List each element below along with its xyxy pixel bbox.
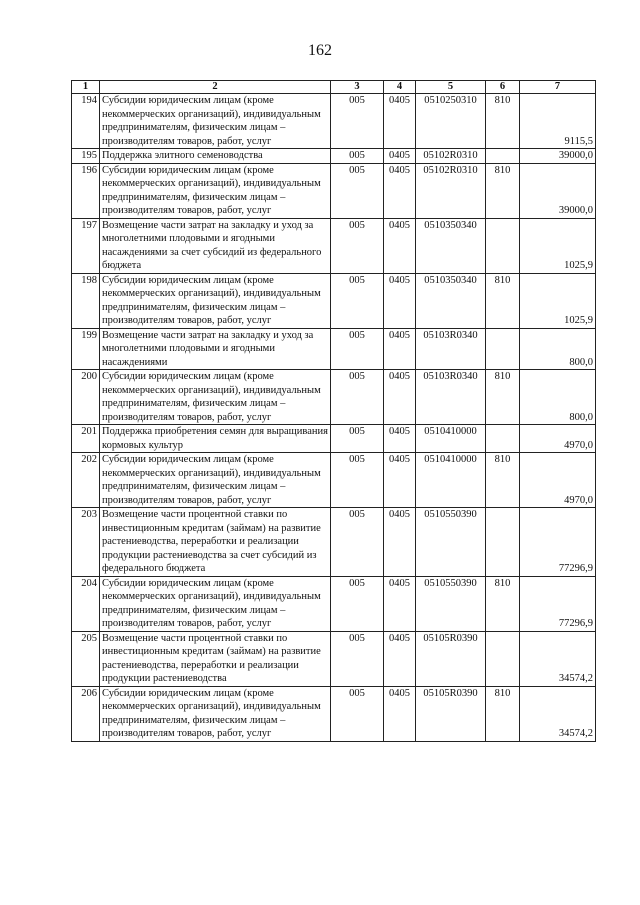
row-sum: 4970,0	[520, 425, 596, 453]
table-row	[72, 163, 596, 218]
row-sum: 34574,2	[520, 686, 596, 741]
row-sum: 39000,0	[520, 163, 596, 218]
row-name: Субсидии юридическим лицам (кроме некоммерческих организаций), индивидуальным предпринимателям, физическим лицам – производителям товаров, работ, услуг	[100, 686, 331, 741]
table-row	[72, 94, 596, 149]
row-grbs: 005	[331, 508, 384, 577]
row-grbs: 005	[331, 94, 384, 149]
table-row	[72, 508, 596, 577]
row-section: 0405	[384, 370, 416, 425]
row-section: 0405	[384, 149, 416, 164]
row-grbs: 005	[331, 686, 384, 741]
row-expense-type: 810	[486, 370, 520, 425]
row-grbs: 005	[331, 425, 384, 453]
row-expense-type	[486, 508, 520, 577]
row-number: 205	[72, 631, 100, 686]
table-row	[72, 328, 596, 370]
row-expense-type	[486, 328, 520, 370]
row-expense-type	[486, 149, 520, 164]
table-row	[72, 686, 596, 741]
row-target-article: 0510350340	[416, 218, 486, 273]
row-sum: 800,0	[520, 370, 596, 425]
row-expense-type: 810	[486, 163, 520, 218]
row-target-article: 05105R0390	[416, 631, 486, 686]
row-sum: 9115,5	[520, 94, 596, 149]
row-name: Поддержка приобретения семян для выращивания кормовых культур	[100, 425, 331, 453]
budget-table	[71, 80, 596, 742]
row-name: Субсидии юридическим лицам (кроме некоммерческих организаций), индивидуальным предпринимателям, физическим лицам – производителям товаров, работ, услуг	[100, 370, 331, 425]
row-grbs: 005	[331, 163, 384, 218]
header-cell: 1	[72, 81, 100, 94]
page-number: 162	[308, 42, 332, 59]
row-sum: 1025,9	[520, 218, 596, 273]
row-section: 0405	[384, 328, 416, 370]
table-row	[72, 453, 596, 508]
row-grbs: 005	[331, 370, 384, 425]
row-target-article: 05105R0390	[416, 686, 486, 741]
row-section: 0405	[384, 218, 416, 273]
row-grbs: 005	[331, 273, 384, 328]
table-row	[72, 370, 596, 425]
row-sum: 77296,9	[520, 576, 596, 631]
table-row	[72, 149, 596, 164]
row-expense-type	[486, 425, 520, 453]
row-name: Субсидии юридическим лицам (кроме некоммерческих организаций), индивидуальным предпринимателям, физическим лицам – производителям товаров, работ, услуг	[100, 273, 331, 328]
table-row	[72, 631, 596, 686]
row-name: Возмещение части затрат на закладку и уход за многолетними плодовыми и ягодными насаждениями	[100, 328, 331, 370]
table-header-row	[72, 81, 596, 94]
row-section: 0405	[384, 508, 416, 577]
row-section: 0405	[384, 163, 416, 218]
row-name: Субсидии юридическим лицам (кроме некоммерческих организаций), индивидуальным предпринимателям, физическим лицам – производителям товаров, работ, услуг	[100, 576, 331, 631]
row-grbs: 005	[331, 149, 384, 164]
table-row	[72, 273, 596, 328]
header-cell: 2	[100, 81, 331, 94]
row-number: 203	[72, 508, 100, 577]
row-sum: 39000,0	[520, 149, 596, 164]
row-section: 0405	[384, 686, 416, 741]
row-number: 197	[72, 218, 100, 273]
table-row	[72, 218, 596, 273]
row-target-article: 05103R0340	[416, 328, 486, 370]
row-section: 0405	[384, 94, 416, 149]
row-sum: 1025,9	[520, 273, 596, 328]
row-grbs: 005	[331, 576, 384, 631]
row-number: 196	[72, 163, 100, 218]
row-expense-type	[486, 631, 520, 686]
header-cell: 3	[331, 81, 384, 94]
row-section: 0405	[384, 273, 416, 328]
row-target-article: 0510350340	[416, 273, 486, 328]
row-grbs: 005	[331, 218, 384, 273]
row-grbs: 005	[331, 631, 384, 686]
row-expense-type: 810	[486, 273, 520, 328]
row-number: 194	[72, 94, 100, 149]
row-expense-type: 810	[486, 94, 520, 149]
row-sum: 34574,2	[520, 631, 596, 686]
row-sum: 800,0	[520, 328, 596, 370]
row-section: 0405	[384, 631, 416, 686]
header-cell: 4	[384, 81, 416, 94]
row-expense-type: 810	[486, 686, 520, 741]
row-target-article: 0510250310	[416, 94, 486, 149]
row-number: 202	[72, 453, 100, 508]
row-number: 195	[72, 149, 100, 164]
row-number: 206	[72, 686, 100, 741]
row-grbs: 005	[331, 328, 384, 370]
row-name: Субсидии юридическим лицам (кроме некоммерческих организаций), индивидуальным предпринимателям, физическим лицам – производителям товаров, работ, услуг	[100, 453, 331, 508]
row-target-article: 0510410000	[416, 425, 486, 453]
row-number: 201	[72, 425, 100, 453]
row-expense-type: 810	[486, 453, 520, 508]
row-number: 204	[72, 576, 100, 631]
header-cell: 5	[416, 81, 486, 94]
row-target-article: 05103R0340	[416, 370, 486, 425]
header-cell: 6	[486, 81, 520, 94]
row-number: 200	[72, 370, 100, 425]
row-name: Возмещение части затрат на закладку и уход за многолетними плодовыми и ягодными насаждениями за счет субсидий из федерального бюджета	[100, 218, 331, 273]
row-number: 199	[72, 328, 100, 370]
row-name: Возмещение части процентной ставки по инвестиционным кредитам (займам) на развитие растениеводства, переработки и реализации продукции растениеводства	[100, 631, 331, 686]
row-section: 0405	[384, 576, 416, 631]
table-row	[72, 425, 596, 453]
row-name: Возмещение части процентной ставки по инвестиционным кредитам (займам) на развитие растениеводства, переработки и реализации продукции растениеводства за счет субсидий из федерального бюджета	[100, 508, 331, 577]
row-number: 198	[72, 273, 100, 328]
row-expense-type: 810	[486, 576, 520, 631]
row-target-article: 05102R0310	[416, 163, 486, 218]
row-name: Поддержка элитного семеноводства	[100, 149, 331, 164]
row-grbs: 005	[331, 453, 384, 508]
row-name: Субсидии юридическим лицам (кроме некоммерческих организаций), индивидуальным предпринимателям, физическим лицам – производителям товаров, работ, услуг	[100, 163, 331, 218]
row-section: 0405	[384, 425, 416, 453]
header-cell: 7	[520, 81, 596, 94]
row-expense-type	[486, 218, 520, 273]
table-row	[72, 576, 596, 631]
row-target-article: 0510410000	[416, 453, 486, 508]
row-target-article: 05102R0310	[416, 149, 486, 164]
row-sum: 4970,0	[520, 453, 596, 508]
row-name: Субсидии юридическим лицам (кроме некоммерческих организаций), индивидуальным предпринимателям, физическим лицам – производителям товаров, работ, услуг	[100, 94, 331, 149]
row-target-article: 0510550390	[416, 508, 486, 577]
row-sum: 77296,9	[520, 508, 596, 577]
row-target-article: 0510550390	[416, 576, 486, 631]
row-section: 0405	[384, 453, 416, 508]
